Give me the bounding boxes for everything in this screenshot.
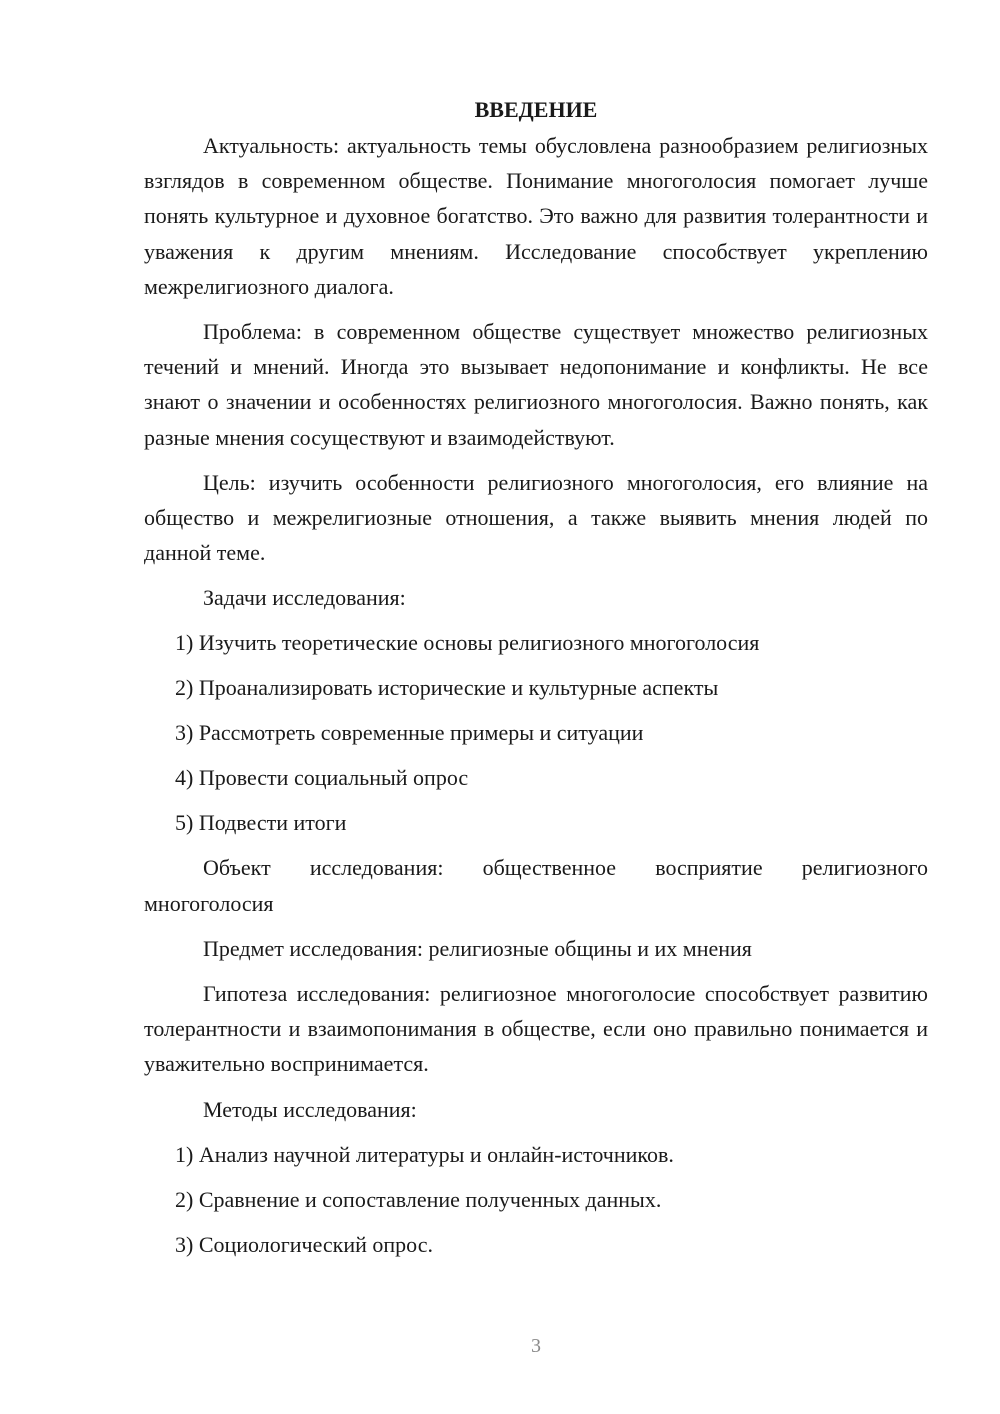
tasks-list — [144, 625, 928, 840]
methods-label: Методы исследования: — [203, 1096, 417, 1122]
page-number: 3 — [531, 1335, 541, 1357]
subject-paragraph: Предмет исследования: религиозные общины и их мнения — [203, 935, 752, 961]
list-item: 1) Анализ научной литературы и онлайн-источников. — [175, 1141, 674, 1167]
list-item: 4) Провести социальный опрос — [175, 765, 469, 791]
problem-paragraph: Проблема: в современном обществе существует множество религиозных течений и мнений. Иногда это вызывает недопонимание и конфликты. Не все знают о значении и особенностях религиозного многоголосия. Важно понять, как разные мнения сосуществуют и взаимодействуют. — [144, 319, 928, 450]
list-item: 2) Сравнение и сопоставление полученных данных. — [175, 1186, 662, 1212]
goal-paragraph: Цель: изучить особенности религиозного многоголосия, его влияние на общество и межрелигиозные отношения, а также выявить мнения людей по данной теме. — [144, 469, 928, 566]
list-item: 3) Социологический опрос. — [175, 1231, 433, 1257]
list-item: 1) Изучить теоретические основы религиозного многоголосия — [175, 630, 760, 656]
list-item: 2) Проанализировать исторические и культурные аспекты — [175, 675, 719, 701]
hypothesis-paragraph: Гипотеза исследования: религиозное многоголосие способствует развитию толерантности и взаимопонимания в обществе, если оно правильно понимается и уважительно воспринимается. — [144, 981, 928, 1077]
tasks-label: Задачи исследования: — [203, 585, 406, 611]
list-item: 3) Рассмотреть современные примеры и ситуации — [175, 720, 644, 746]
relevance-paragraph: Актуальность: актуальность темы обусловлена разнообразием религиозных взглядов в современном обществе. Понимание многоголосия помогает лучше понять культурное и духовное богатство. Это важно для развития толерантности и уважения к другим мнениям. Исследование способствует укреплению межрелигиозного диалога. — [144, 133, 928, 299]
section-title: ВВЕДЕНИЕ — [474, 97, 598, 122]
document-page — [144, 92, 928, 1272]
list-item: 5) Подвести итоги — [175, 810, 347, 836]
object-paragraph: Объект исследования: общественное восприятие религиозного многоголосия — [144, 855, 928, 916]
methods-list — [144, 1137, 928, 1262]
